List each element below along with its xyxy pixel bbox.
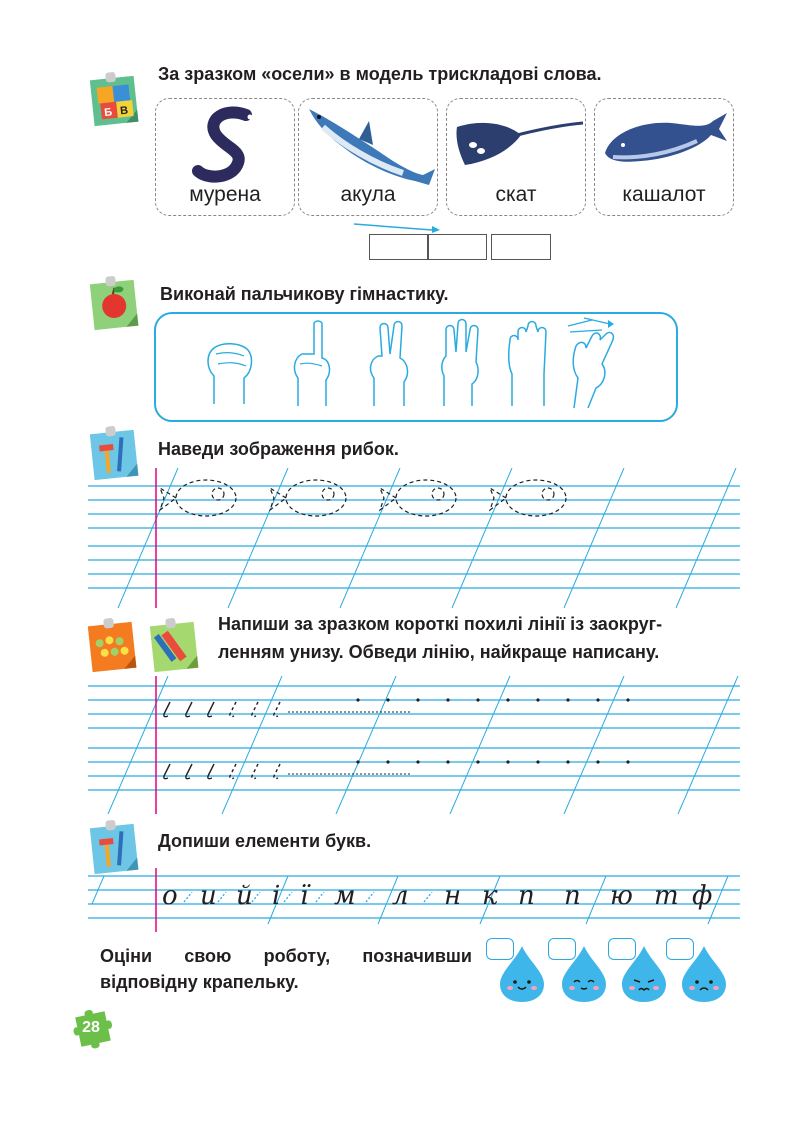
- task5-instruction: Допиши елементи букв.: [158, 831, 372, 851]
- ruled-area-fish: [88, 468, 740, 608]
- animal-label: акула: [340, 183, 396, 206]
- sperm-whale-icon: [601, 107, 731, 167]
- task2-instruction: Виконай пальчикову гімнастику.: [160, 284, 449, 304]
- open-hand-gesture-icon: [502, 318, 556, 414]
- letter-element: ю: [610, 881, 633, 911]
- letter-element: ф: [692, 881, 713, 911]
- ruled-area-lines: [88, 676, 740, 814]
- pencil-icon: [145, 615, 203, 676]
- letter-element: ї: [300, 881, 309, 911]
- letter-element: й: [236, 881, 253, 911]
- ruled-area-letters: [88, 868, 740, 932]
- animal-label: кашалот: [622, 183, 706, 206]
- worried-drop-icon[interactable]: [620, 944, 668, 1004]
- shark-icon: [303, 101, 439, 191]
- content-drop-icon[interactable]: [560, 944, 608, 1004]
- syllable-cell[interactable]: [491, 234, 551, 260]
- three-fingers-gesture-icon: [434, 318, 488, 414]
- moray-eel-icon: [186, 105, 266, 185]
- animal-card-shark: [298, 98, 438, 216]
- self-assessment-line1: Оціни свою роботу, позначивши: [100, 946, 472, 966]
- task1-instruction: За зразком «осели» в модель трискладові слова.: [158, 64, 602, 84]
- letter-element: л: [392, 881, 409, 911]
- animal-card-whale: [594, 98, 734, 216]
- letter-element: п: [518, 881, 535, 911]
- fish-tracing-outline[interactable]: [270, 480, 346, 516]
- page-number: 28: [82, 1019, 100, 1036]
- fist-gesture-icon: [200, 324, 260, 414]
- two-fingers-gesture-icon: [364, 318, 418, 414]
- beads-icon: [83, 615, 141, 676]
- animal-card-moray: [155, 98, 295, 216]
- sad-drop-icon[interactable]: [680, 944, 728, 1004]
- letter-element: п: [564, 881, 581, 911]
- letter-blocks-icon: [85, 69, 143, 130]
- apple-icon: [85, 273, 143, 334]
- fish-tracing-outline[interactable]: [380, 480, 456, 516]
- syllable-cell[interactable]: [427, 234, 487, 260]
- stingray-icon: [451, 113, 585, 173]
- self-assessment-line2: відповідну крапельку.: [100, 972, 299, 992]
- letter-element: і: [272, 881, 281, 911]
- fish-tracing-outline[interactable]: [160, 480, 236, 516]
- svg-text:В: В: [119, 104, 129, 118]
- letter-element: о: [162, 881, 178, 911]
- letter-element: к: [482, 881, 498, 911]
- syllable-cell[interactable]: [369, 234, 429, 260]
- fish-tracing-outline[interactable]: [490, 480, 566, 516]
- svg-text:Б: Б: [103, 106, 113, 120]
- letter-element: т: [654, 881, 679, 911]
- animal-card-stingray: [446, 98, 586, 216]
- one-finger-gesture-icon: [288, 318, 338, 414]
- waving-fingers-gesture-icon: [562, 314, 626, 414]
- animal-label: мурена: [189, 183, 261, 206]
- letter-element: м: [334, 881, 356, 911]
- task4-instruction-line2: ленням унизу. Обведи лінію, найкраще написану.: [218, 642, 660, 662]
- animal-label: скат: [495, 183, 537, 206]
- happy-drop-icon[interactable]: [498, 944, 546, 1004]
- task3-instruction: Наведи зображення рибок.: [158, 439, 399, 459]
- finger-gymnastics-panel: [154, 312, 678, 422]
- letter-element: н: [444, 881, 462, 911]
- task4-instruction-line1: Напиши за зразком короткі похилі лінії із заокруг-: [218, 614, 663, 634]
- letter-element: и: [200, 881, 217, 911]
- arrow-icon: [352, 218, 442, 234]
